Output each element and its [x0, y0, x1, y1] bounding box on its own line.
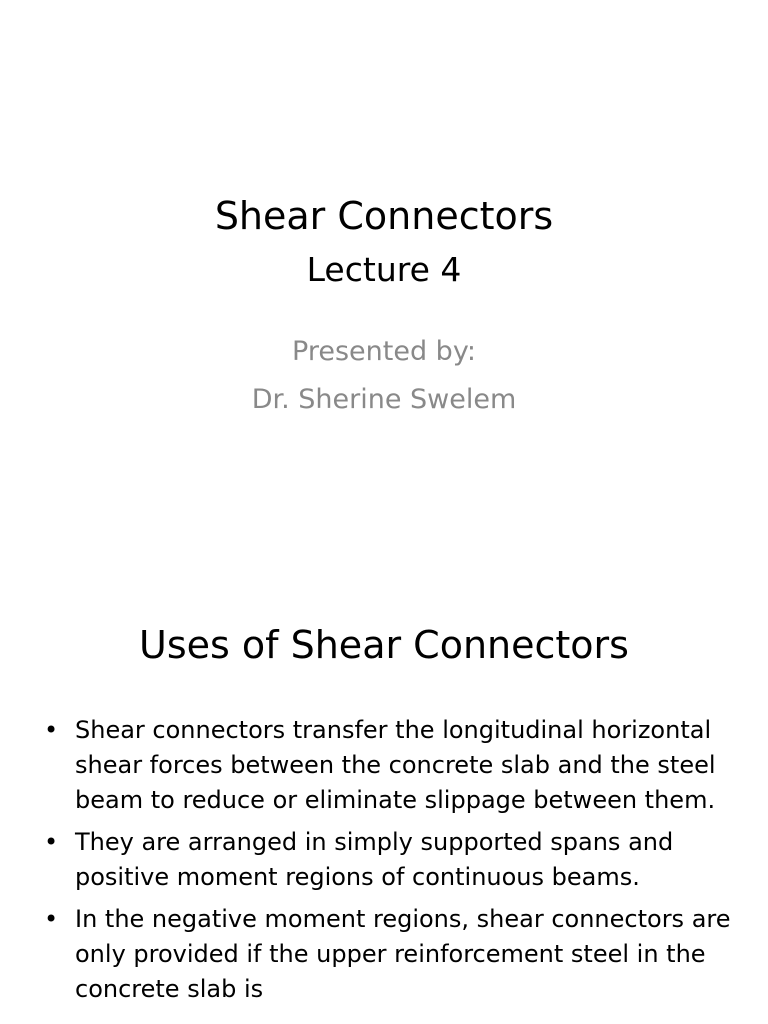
- bullet-icon: •: [44, 828, 59, 856]
- bullet-text: They are arranged in simply supported spans and positive moment regions of continuous beams.: [75, 828, 674, 891]
- bullet-item: [44, 713, 754, 818]
- bullet-text: In the negative moment regions, shear connectors are only provided if the upper reinforcement steel in the concrete slab is: [75, 905, 731, 1003]
- bullet-item: [44, 825, 754, 895]
- uses-slide: [0, 576, 768, 1024]
- bullet-text: Shear connectors transfer the longitudinal horizontal shear forces between the concrete slab and the steel beam to reduce or eliminate slippage between them.: [75, 716, 716, 814]
- slide-title-uses: Uses of Shear Connectors: [139, 623, 629, 667]
- presented-by-label: Presented by:: [292, 336, 476, 367]
- presenter-name: Dr. Sherine Swelem: [251, 384, 517, 415]
- bullet-list: [44, 713, 754, 1014]
- bullet-icon: •: [44, 716, 59, 744]
- slide-title-shear-connectors: Shear Connectors: [214, 194, 554, 238]
- bullet-icon: •: [44, 905, 59, 933]
- lecture-number: Lecture 4: [306, 250, 462, 289]
- bullet-item: [44, 902, 754, 1007]
